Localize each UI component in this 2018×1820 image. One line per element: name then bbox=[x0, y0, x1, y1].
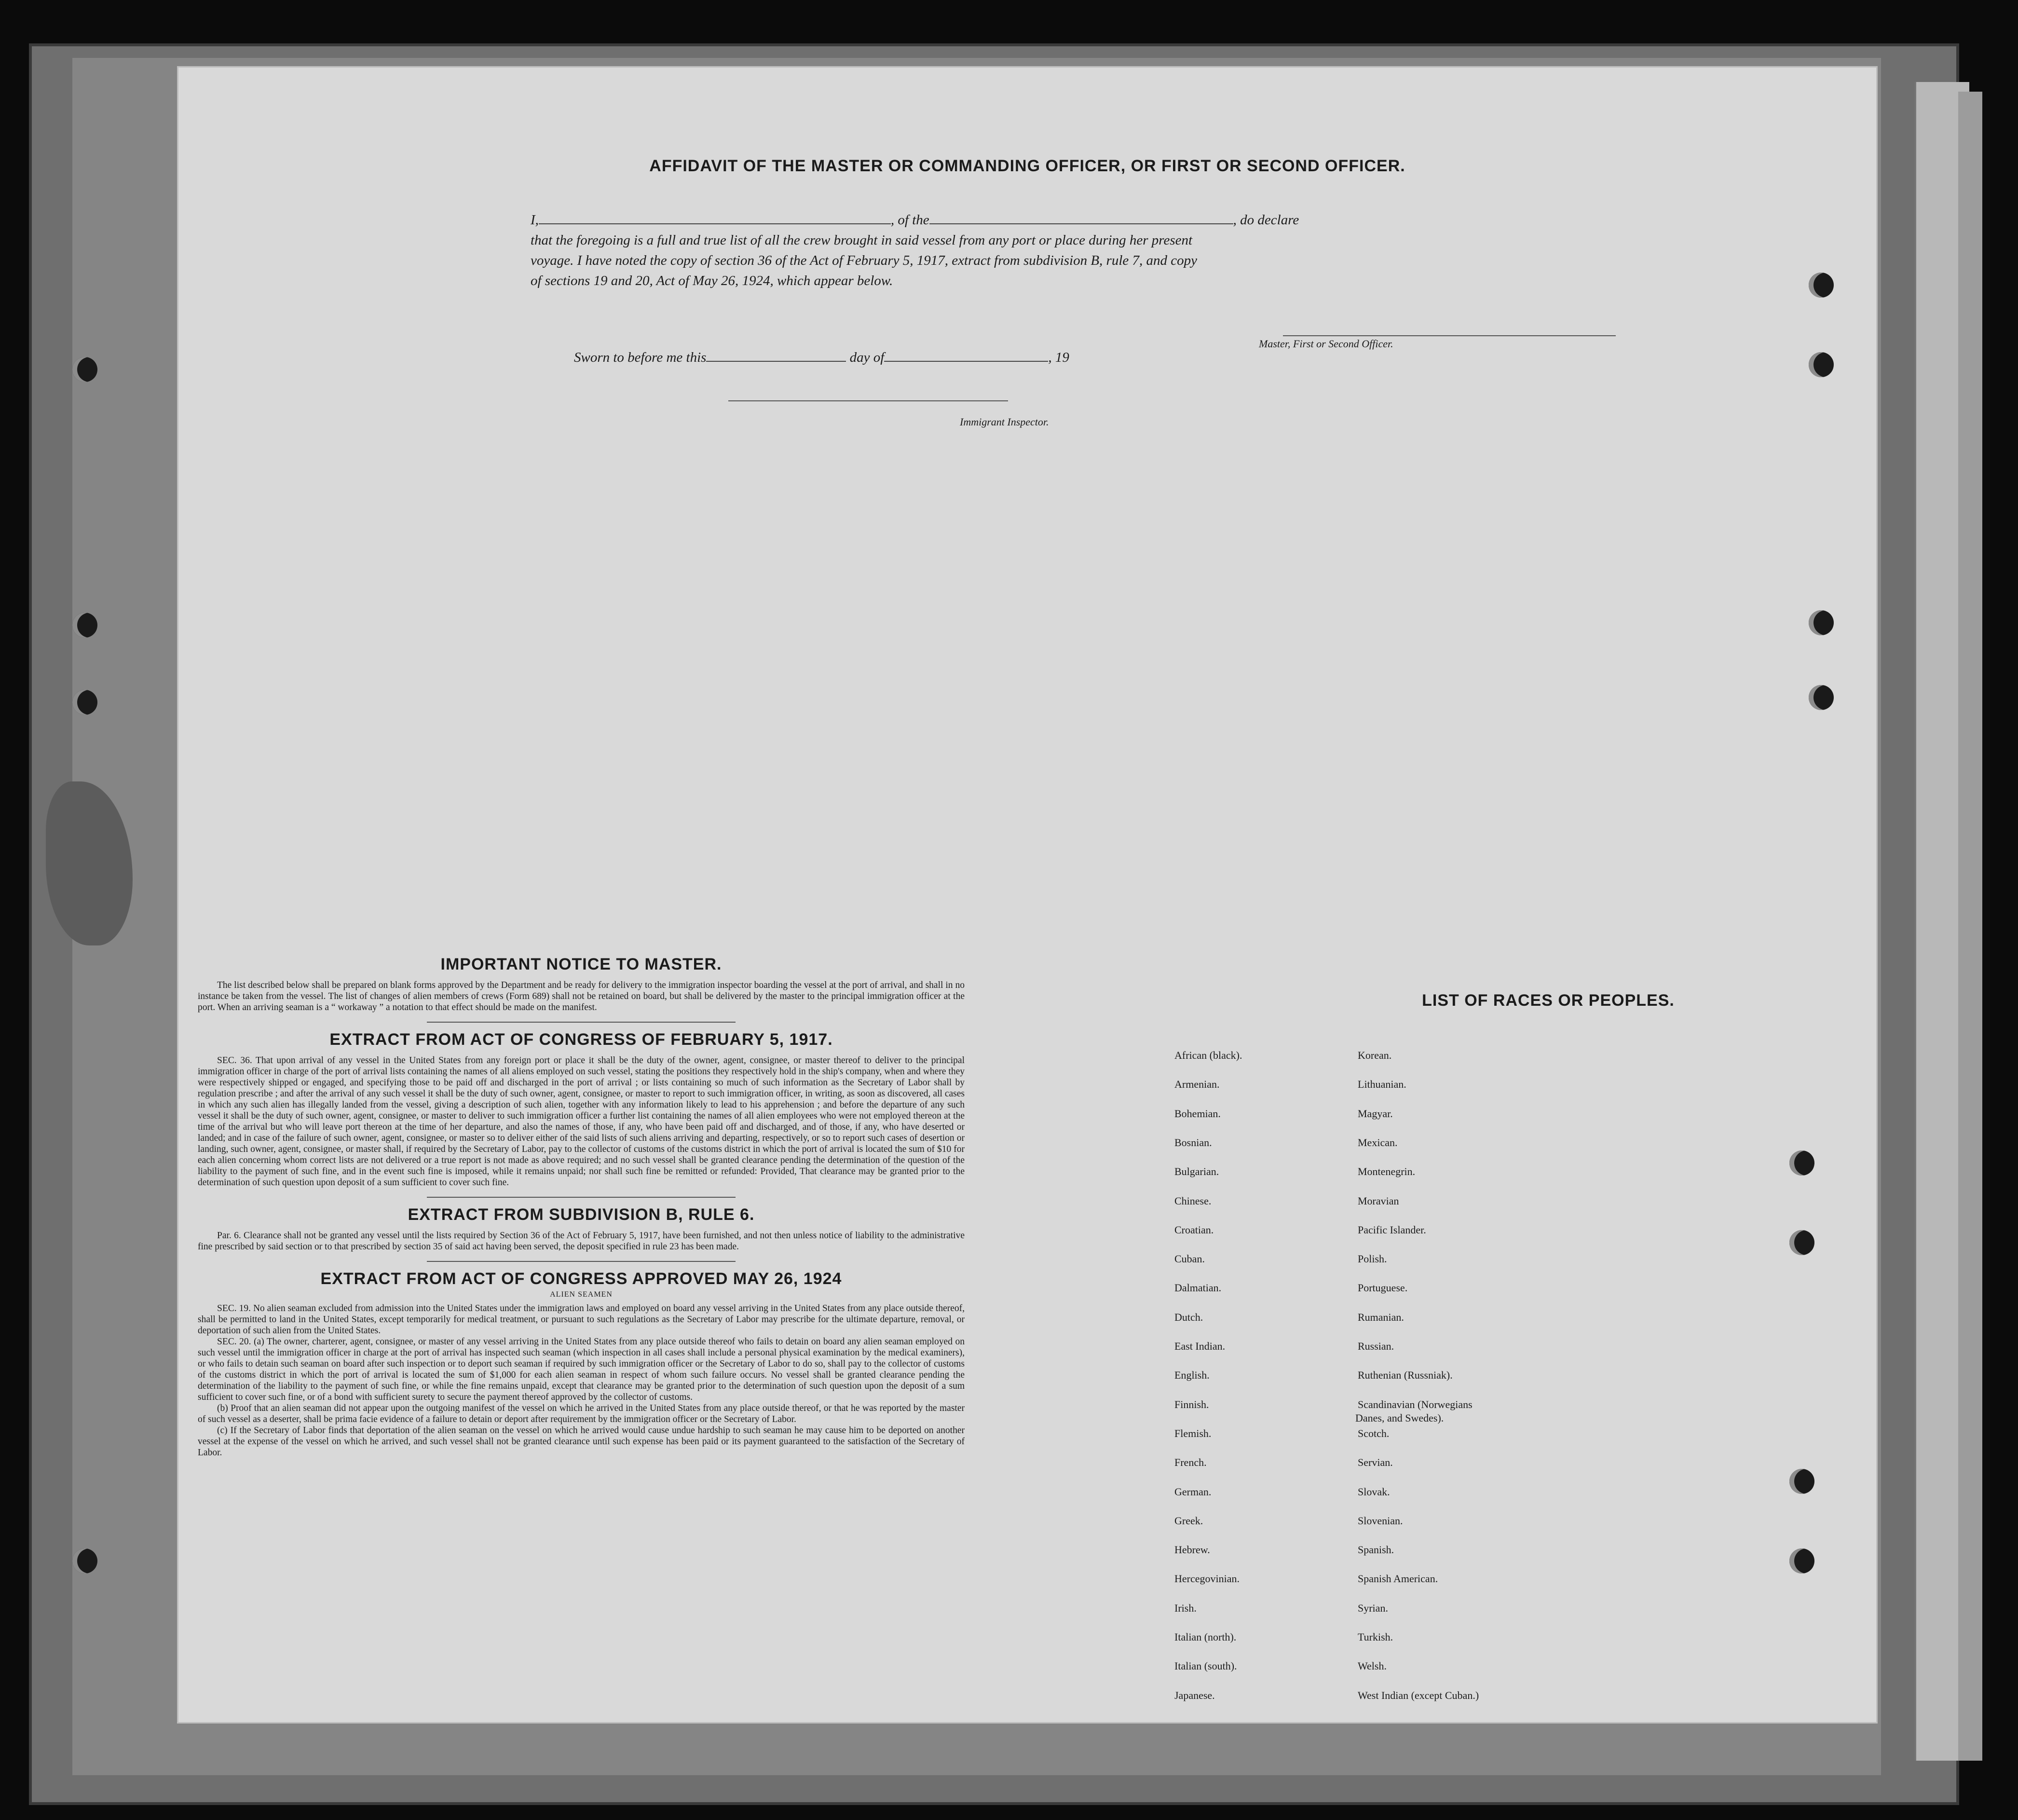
race-item: French. bbox=[1174, 1456, 1207, 1469]
race-item: Dalmatian. bbox=[1174, 1282, 1222, 1294]
inspector-signature-label: Immigrant Inspector. bbox=[960, 416, 1049, 428]
legal-notices-column bbox=[198, 955, 965, 1458]
race-item: Turkish. bbox=[1358, 1631, 1393, 1643]
race-item: Croatian. bbox=[1174, 1223, 1214, 1236]
punch-hole bbox=[72, 357, 97, 382]
race-item: Portuguese. bbox=[1358, 1282, 1408, 1294]
race-item: Mexican. bbox=[1358, 1136, 1398, 1149]
race-item: Armenian. bbox=[1174, 1078, 1220, 1091]
rule-6-text: Par. 6. Clearance shall not be granted any vessel until the lists required by Section 36 of the Act of February 5, 1917, have been furnished, and not then unless notice of liability to the administrative fine prescribed by said section or to that prescribed by section 35 of said act having been served, the deposit specified in rule 23 has been made. bbox=[198, 1231, 965, 1252]
punch-hole bbox=[72, 1548, 97, 1574]
race-item: Lithuanian. bbox=[1358, 1078, 1406, 1091]
punch-hole bbox=[1809, 610, 1834, 635]
race-item: Irish. bbox=[1174, 1601, 1197, 1614]
race-item: Welsh. bbox=[1358, 1660, 1387, 1672]
race-item: Slovenian. bbox=[1358, 1514, 1403, 1527]
race-item: Russian. bbox=[1358, 1340, 1394, 1352]
race-item: Greek. bbox=[1174, 1514, 1203, 1527]
sworn-line bbox=[574, 350, 1069, 366]
race-item: Spanish. bbox=[1358, 1544, 1394, 1556]
extract-1917-title: EXTRACT FROM ACT OF CONGRESS OF FEBRUARY 5, 1917. bbox=[329, 1030, 833, 1049]
race-item: German. bbox=[1174, 1485, 1212, 1498]
race-item: Italian (south). bbox=[1174, 1660, 1237, 1672]
race-item: Finnish. bbox=[1174, 1398, 1209, 1410]
race-item: Rumanian. bbox=[1358, 1311, 1404, 1323]
race-item: Italian (north). bbox=[1174, 1631, 1237, 1643]
race-item: Scotch. bbox=[1358, 1427, 1390, 1439]
race-item: Montenegrin. bbox=[1358, 1165, 1416, 1178]
race-item: Polish. bbox=[1358, 1253, 1387, 1265]
race-item: Bulgarian. bbox=[1174, 1165, 1219, 1178]
declaration-line-1 bbox=[531, 212, 1299, 228]
sworn-month-blank[interactable] bbox=[884, 361, 1048, 362]
alien-seamen-subtitle: ALIEN SEAMEN bbox=[550, 1290, 613, 1299]
punch-hole bbox=[1789, 1230, 1814, 1255]
race-item: Ruthenian (Russniak). bbox=[1358, 1369, 1453, 1382]
sec-20c-text: (c) If the Secretary of Labor finds that deportation of the alien seaman on the vessel on which he arrived would cause undue hardship to such seaman he may cause him to be deported on another vessel at the expense of the vessel on which he arrived, and such vessel shall not be granted clearance until such expense has been paid or its payment guaranteed to the satisfaction of the Secretary of Labor. bbox=[198, 1425, 965, 1458]
rule-6-title: EXTRACT FROM SUBDIVISION B, RULE 6. bbox=[408, 1205, 755, 1224]
inspector-signature-line[interactable] bbox=[728, 400, 1008, 401]
race-item: West Indian (except Cuban.) bbox=[1358, 1689, 1479, 1701]
race-item: Cuban. bbox=[1174, 1253, 1205, 1265]
race-item: Servian. bbox=[1358, 1456, 1393, 1469]
do-declare-label: , do declare bbox=[1233, 212, 1299, 228]
race-item: Bohemian. bbox=[1174, 1107, 1221, 1120]
race-item: Korean. bbox=[1358, 1049, 1392, 1061]
of-the-label: , of the bbox=[890, 212, 929, 228]
race-item: Japanese. bbox=[1174, 1689, 1215, 1701]
sworn-day-blank[interactable] bbox=[706, 361, 846, 362]
i-label: I, bbox=[531, 212, 539, 228]
race-item: Moravian bbox=[1358, 1194, 1399, 1207]
name-blank[interactable] bbox=[539, 223, 891, 224]
race-item: Scandinavian (Norwegians bbox=[1358, 1398, 1473, 1410]
sec-20b-text: (b) Proof that an alien seaman did not appear upon the outgoing manifest of the vessel on which he arrived in the United States from any place outside thereof, or that he was reported by the master of such vessel as a deserter, shall be prima facie evidence of a failure to detain or deport after requirement by the immigration officer or the Secretary of Labor. bbox=[198, 1403, 965, 1424]
extract-1917-text: SEC. 36. That upon arrival of any vessel in the United States from any foreign port or place it shall be the duty of the owner, agent, consignee, or master thereof to deliver to the principal immigration officer in charge of the port of arrival lists containing the names of all aliens employed on such vessel, stating the positions they respectively hold in the ship's company, when and where they were respectively shipped or engaged, and specifying those to be paid off and discharged in the port of arrival ; or lists containing so much of such information as the Secretary of Labor shall by regulation prescribe ; and after the arrival of any such vessel it shall be the duty of such owner, agent, consignee, or master to report to such immigration officer, in writing, as soon as discovered, all cases in which any such alien has illegally landed from the vessel, giving a description of such alien, together with any information likely to lead to his apprehension ; and before the departure of any such vessel it shall be the duty of such owner, agent, consignee, or master to deliver to such immigration officer a further list containing the names of all alien employees who were not employed thereon at the time of the arrival but who will leave port thereon at the time of her departure, and also the names of those, if any, who have been paid off and discharged, and of those, if any, who have deserted or landed; and in case of the failure of such owner, agent, consignee, or master so to deliver either of the said lists of such aliens arriving and departing, respectively, or so to report such cases of desertion or landing, such owner, agent, consignee, or master shall, if required by the Secretary of Labor, pay to the collector of customs of the customs district in which the port of arrival is located the sum of $10 for each alien concerning whom correct lists are not delivered or a true report is not made as above required; and no such vessel shall be granted clearance pending the determination of the question of the liability to the payment of such fine, and in the event such fine is imposed, while it remains unpaid; nor shall such fine be remitted or refunded: Provided, That clearance may be granted prior to the determination of such question upon deposit of a sum sufficient to cover such fine. bbox=[198, 1055, 965, 1188]
punch-hole bbox=[1809, 273, 1834, 298]
race-item: Hebrew. bbox=[1174, 1544, 1210, 1556]
race-item: Dutch. bbox=[1174, 1311, 1203, 1323]
race-item: African (black). bbox=[1174, 1049, 1242, 1061]
race-item: Chinese. bbox=[1174, 1194, 1212, 1207]
section-divider bbox=[427, 1197, 736, 1198]
race-item: Hercegovinian. bbox=[1174, 1573, 1240, 1585]
affidavit-title: AFFIDAVIT OF THE MASTER OR COMMANDING OFFICER, OR FIRST OR SECOND OFFICER. bbox=[649, 157, 1405, 175]
race-item: English. bbox=[1174, 1369, 1210, 1382]
race-item: Syrian. bbox=[1358, 1601, 1388, 1614]
punch-hole bbox=[1789, 1150, 1814, 1176]
sworn-label: Sworn to before me this bbox=[574, 350, 707, 365]
races-title: LIST OF RACES OR PEOPLES. bbox=[1422, 991, 1675, 1010]
race-item: Danes, and Swedes). bbox=[1355, 1411, 1444, 1424]
race-item: Slovak. bbox=[1358, 1485, 1390, 1498]
section-divider bbox=[427, 1261, 736, 1262]
notice-title: IMPORTANT NOTICE TO MASTER. bbox=[440, 955, 722, 973]
page-stack-edge-2 bbox=[1958, 92, 1982, 1761]
race-item: Pacific Islander. bbox=[1358, 1223, 1426, 1236]
punch-hole bbox=[1789, 1548, 1814, 1574]
vessel-blank[interactable] bbox=[929, 223, 1233, 224]
punch-hole bbox=[1789, 1469, 1814, 1494]
declaration-line-4: of sections 19 and 20, Act of May 26, 1924, which appear below. bbox=[531, 273, 893, 288]
declaration-line-3: voyage. I have noted the copy of section 36 of the Act of February 5, 1917, extract from subdivision B, rule 7, and copy bbox=[531, 253, 1198, 268]
master-signature-label: Master, First or Second Officer. bbox=[1259, 338, 1393, 350]
section-divider bbox=[427, 1022, 736, 1023]
day-of-label: day of bbox=[849, 350, 885, 365]
race-item: Bosnian. bbox=[1174, 1136, 1212, 1149]
notice-text: The list described below shall be prepared on blank forms approved by the Department and be ready for delivery to the immigration inspector boarding the vessel at the port of arrival, and shall in no instance be taken from the vessel. The list of changes of alien members of crews (Form 689) shall not be retained on board, but shall be delivered by the master to the principal immigration officer at the port. When an arriving seaman is a “ workaway ” a notation to that effect should be made on the manifest. bbox=[198, 980, 965, 1013]
year-label: , 19 bbox=[1048, 350, 1069, 365]
punch-hole bbox=[72, 690, 97, 715]
sec-19-text: SEC. 19. No alien seaman excluded from admission into the United States under the immigration laws and employed on board any vessel arriving in the United States from any place outside thereof, shall be permitted to land in the United States, except temporarily for medical treatment, or pursuant to such regulations as the Secretary of Labor may prescribe for the ultimate departure, removal, or deportation of such alien from the United States. bbox=[198, 1303, 965, 1336]
sec-20a-text: SEC. 20. (a) The owner, charterer, agent, consignee, or master of any vessel arriving in the United States from any place outside thereof who fails to detain on board any alien seaman employed on such vessel until the immigration officer in charge at the port of arrival has inspected such seaman (which inspection in all cases shall include a personal physical examination by the medical examiners), or who fails to detain such seaman on board after such inspection or to deport such seaman if required by such immigration officer or the Secretary of Labor to do so, shall pay to the collector of customs of the customs district in which the port of arrival is located the sum of $1,000 for each alien seaman in respect of whom such failure occurs. No vessel shall be granted clearance pending the determination of the liability to the payment of such fine, or while the fine remains unpaid, except that clearance may be granted prior to the determination of such question upon the deposit of a sum sufficient to cover such fine, or of a bond with sufficient surety to secure the payment thereof approved by the collector of customs. bbox=[198, 1337, 965, 1402]
race-item: Flemish. bbox=[1174, 1427, 1212, 1439]
race-item: East Indian. bbox=[1174, 1340, 1226, 1352]
race-item: Magyar. bbox=[1358, 1107, 1393, 1120]
punch-hole bbox=[72, 613, 97, 638]
punch-hole bbox=[1809, 352, 1834, 377]
manifest-sheet bbox=[178, 68, 1876, 1722]
master-signature-line[interactable] bbox=[1283, 335, 1616, 336]
declaration-line-2: that the foregoing is a full and true list of all the crew brought in said vessel from any port or place during her present bbox=[531, 233, 1193, 248]
race-item: Spanish American. bbox=[1358, 1573, 1438, 1585]
punch-hole bbox=[1809, 685, 1834, 710]
extract-1924-title: EXTRACT FROM ACT OF CONGRESS APPROVED MAY 26, 1924 bbox=[320, 1270, 842, 1288]
